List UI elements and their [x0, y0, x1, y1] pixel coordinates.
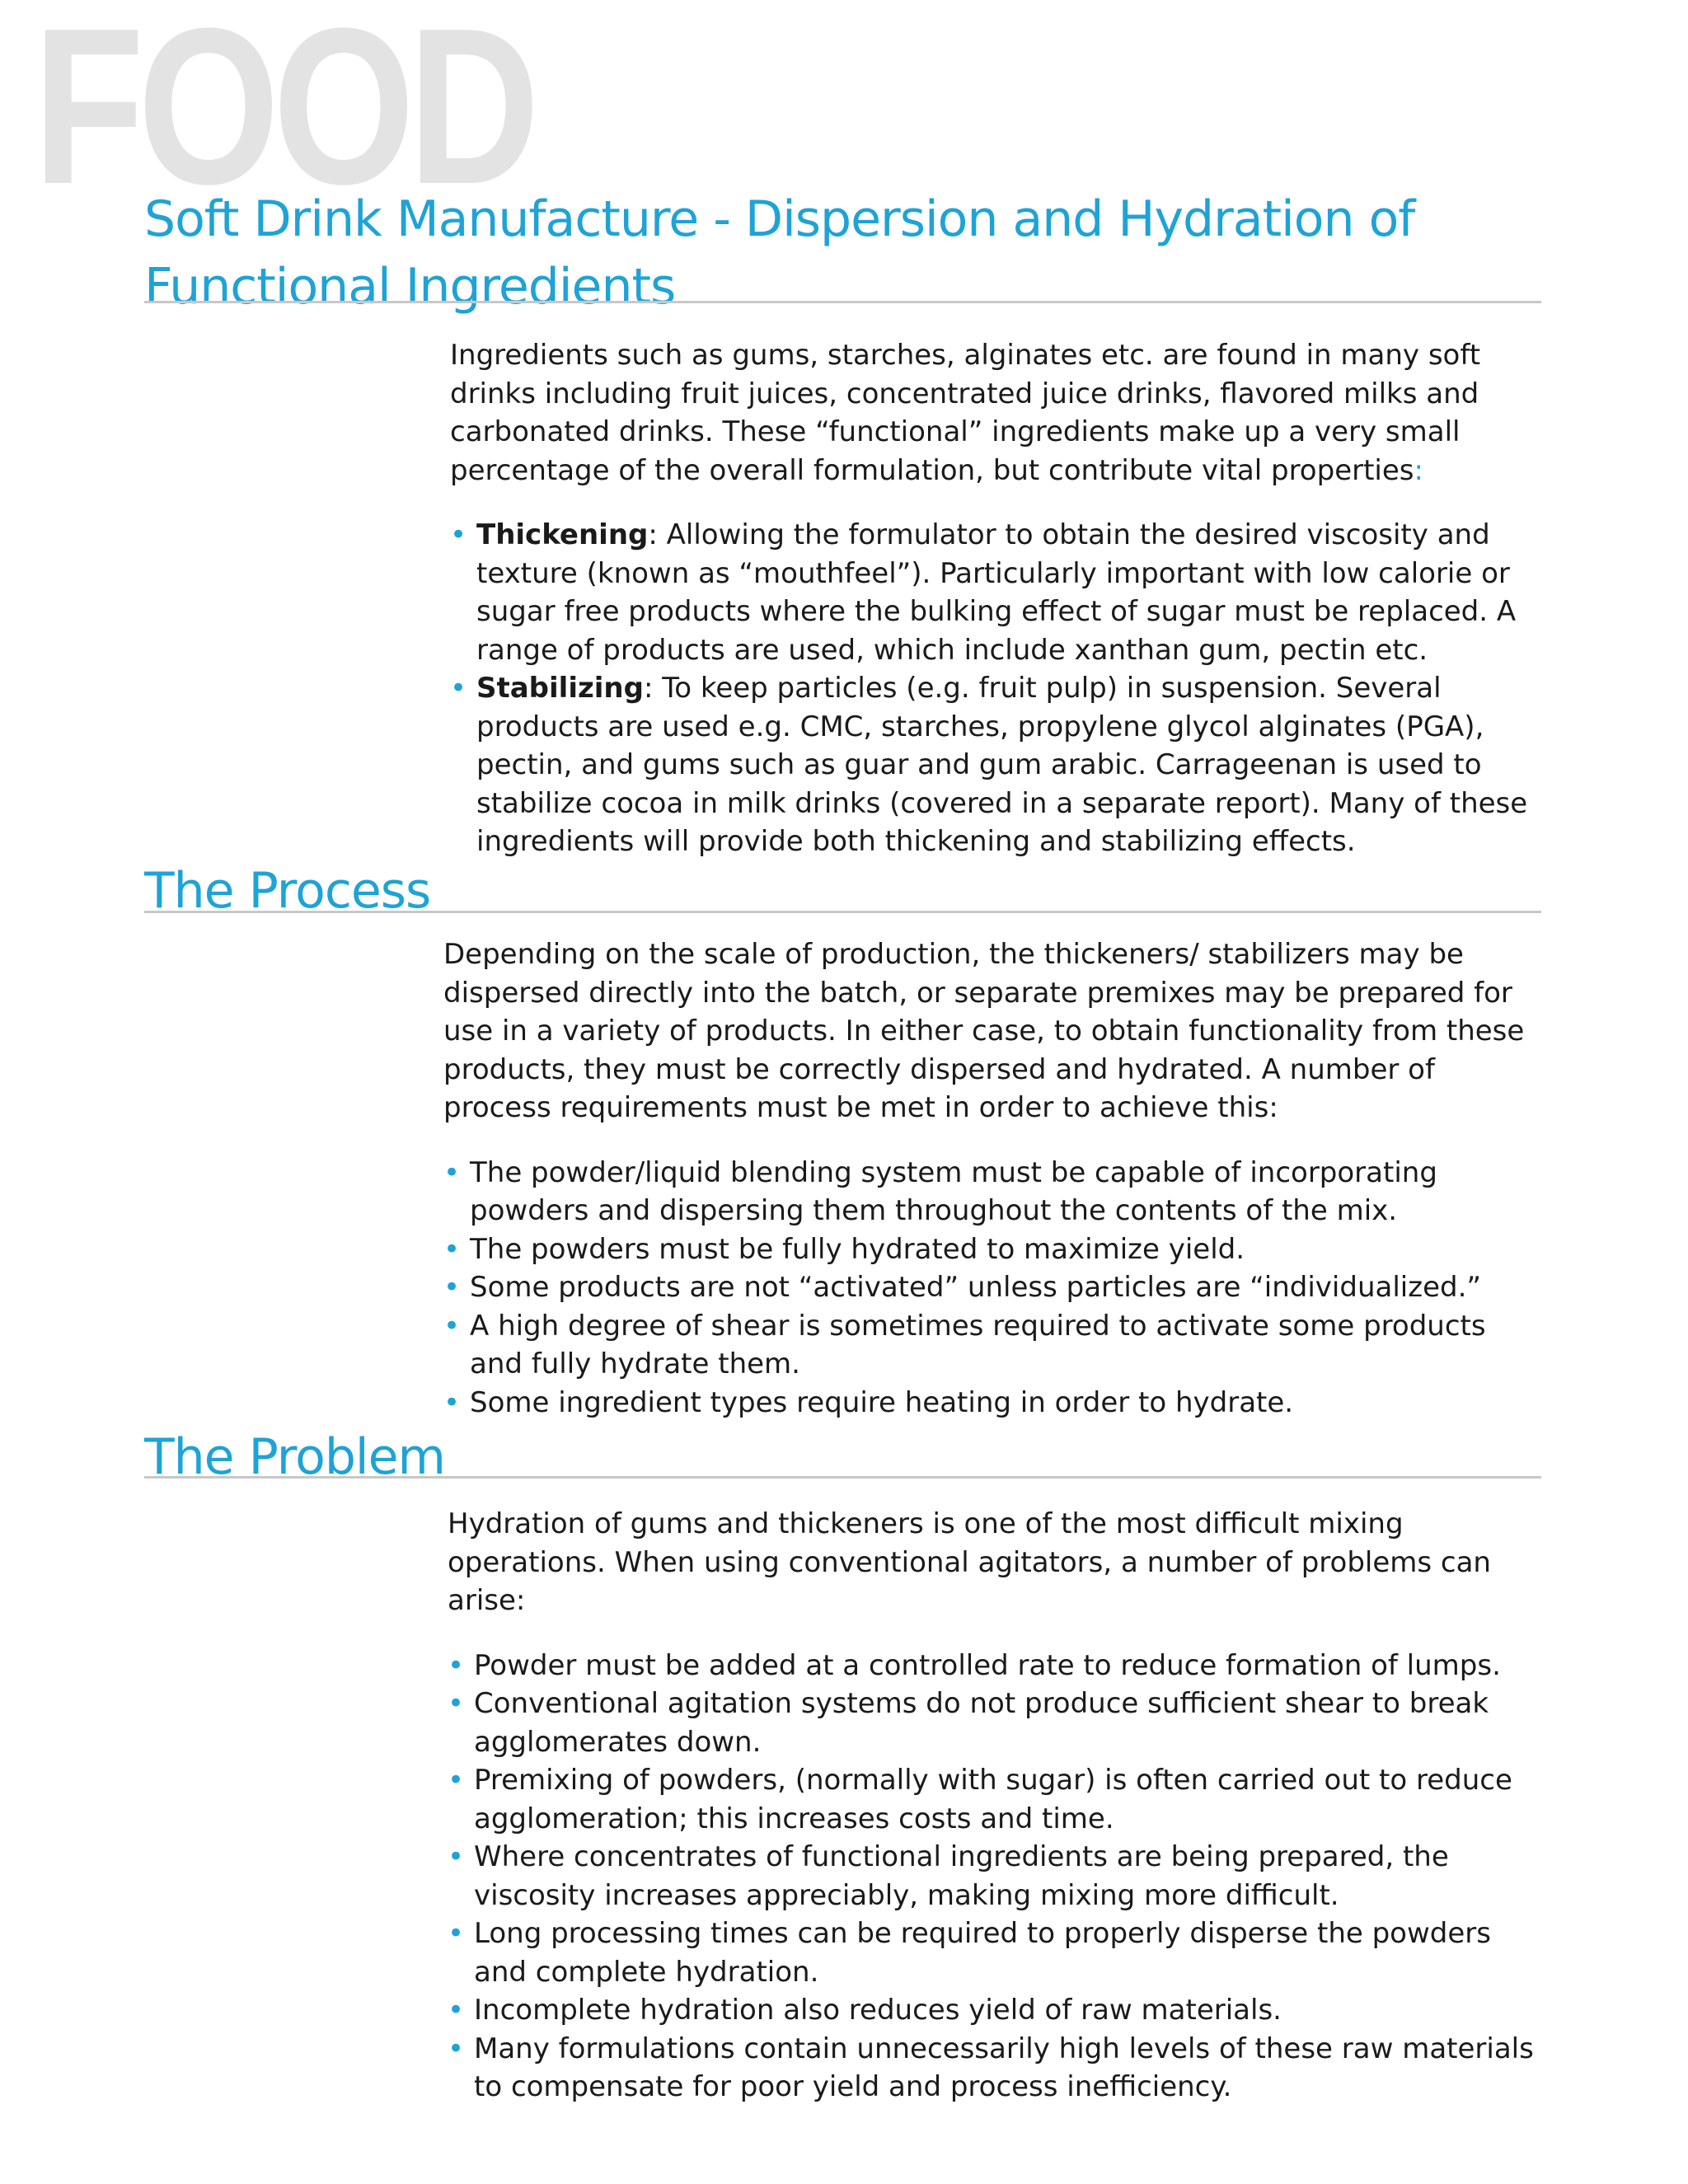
list-item: • Thickening: Allowing the formulator to obtain the desired viscosity and texture (known as “mouthfeel”). Particularly important with low calorie or sugar free products where the bulking effect of sugar must be replaced. A range of products are used, which include xanthan gum, pectin etc.: [450, 516, 1546, 669]
page-title-line-1: Soft Drink Manufacture - Dispersion and Hydration of: [144, 190, 1415, 248]
list-item: • Conventional agitation systems do not produce sufficient shear to break agglomerates down.: [448, 1685, 1544, 1761]
list-item: • Some ingredient types require heating in order to hydrate.: [443, 1384, 1540, 1422]
list-item: • Many formulations contain unnecessarily high levels of these raw materials to compensate for poor yield and process inefficiency.: [448, 2030, 1544, 2107]
bullet-icon: •: [450, 518, 467, 551]
bullet-icon: •: [443, 1232, 461, 1266]
bullet-icon: •: [448, 1648, 465, 1682]
list-item: • The powders must be fully hydrated to maximize yield.: [443, 1230, 1540, 1269]
property-term: Thickening: [476, 518, 649, 551]
process-requirements-list: [443, 1154, 1540, 1422]
problems-list: [448, 1647, 1544, 2107]
bullet-icon: •: [448, 1917, 465, 1950]
bullet-icon: •: [443, 1155, 461, 1189]
list-item: • Where concentrates of functional ingredients are being prepared, the viscosity increases appreciably, making mixing more difficult.: [448, 1838, 1544, 1915]
bullet-icon: •: [443, 1385, 461, 1419]
bullet-icon: •: [448, 1687, 465, 1720]
process-paragraph: Depending on the scale of production, the thickeners/ stabilizers may be dispersed directly into the batch, or separate premixes may be prepared for use in a variety of products. In either case, to obtain functionality from these products, they must be correctly dispersed and hydrated. A number of process requirements must be met in order to achieve this:: [443, 938, 1525, 1124]
bullet-icon: •: [448, 1840, 465, 1873]
bullet-icon: •: [448, 2032, 465, 2065]
bullet-icon: •: [443, 1309, 461, 1343]
list-item: • Some products are not “activated” unless particles are “individualized.”: [443, 1268, 1540, 1307]
list-item: • Stabilizing: To keep particles (e.g. fruit pulp) in suspension. Several products are used e.g. CMC, starches, propylene glycol alginates (PGA), pectin, and gums such as guar and gum arabic. Carrageenan is used to stabilize cocoa in milk drinks (covered in a separate report). Many of these ingredients will provide both thickening and stabilizing effects.: [450, 669, 1546, 861]
bullet-icon: •: [448, 1764, 465, 1797]
section-heading-process: The Process: [144, 862, 431, 920]
title-divider: [144, 301, 1541, 303]
list-item: • Long processing times can be required to properly disperse the powders and complete hydration.: [448, 1915, 1544, 1991]
problem-paragraph: Hydration of gums and thickeners is one of the most difficult mixing operations. When using conventional agitators, a number of problems can arise:: [448, 1507, 1491, 1617]
watermark-food: FOOD: [33, 0, 533, 231]
list-item: • A high degree of shear is sometimes required to activate some products and fully hydrate them.: [443, 1307, 1540, 1384]
process-section: [443, 935, 1540, 1422]
intro-paragraph: Ingredients such as gums, starches, alginates etc. are found in many soft drinks including fruit juices, concentrated juice drinks, flavored milks and carbonated drinks. These “functional” ingredients make up a very small percentage of the overall formulation, but contribute vital properties:: [450, 339, 1481, 487]
problem-divider: [144, 1476, 1541, 1479]
bullet-icon: •: [450, 672, 467, 705]
list-item: • Incomplete hydration also reduces yield of raw materials.: [448, 1991, 1544, 2030]
section-heading-problem: The Problem: [144, 1428, 445, 1486]
bullet-icon: •: [448, 1994, 465, 2027]
bullet-icon: •: [443, 1271, 461, 1304]
properties-list: [450, 516, 1546, 861]
list-item: • Premixing of powders, (normally with sugar) is often carried out to reduce agglomeration; this increases costs and time.: [448, 1761, 1544, 1838]
page-title-line-2: Functional Ingredients: [144, 258, 676, 316]
intro-section: [450, 336, 1546, 861]
problem-section: [448, 1505, 1544, 2107]
property-term: Stabilizing: [476, 672, 644, 705]
process-divider: [144, 911, 1541, 913]
list-item: • Powder must be added at a controlled rate to reduce formation of lumps.: [448, 1647, 1544, 1685]
list-item: • The powder/liquid blending system must be capable of incorporating powders and dispersing them throughout the contents of the mix.: [443, 1154, 1540, 1230]
